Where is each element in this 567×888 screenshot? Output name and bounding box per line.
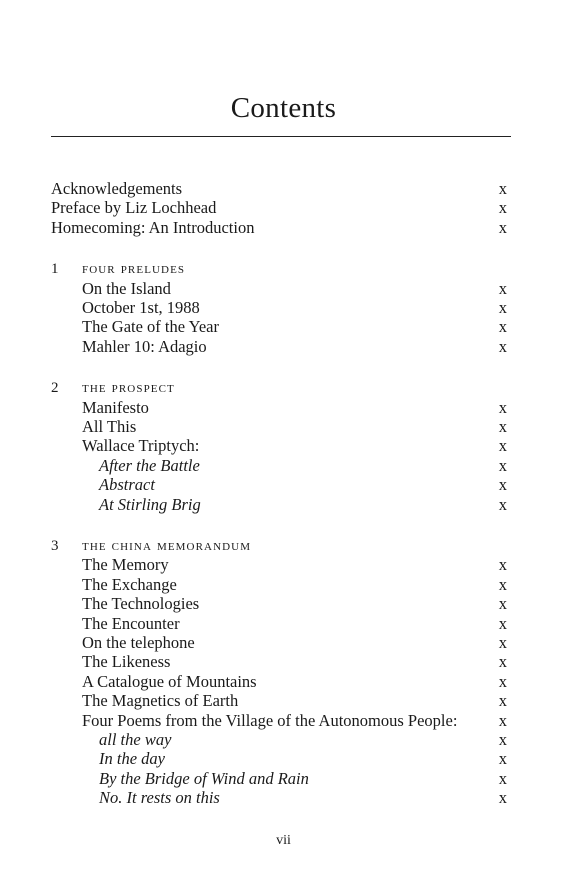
section-number: 3 — [51, 538, 59, 554]
toc-entry-title: Four Poems from the Village of the Autonomous People: — [82, 710, 458, 730]
toc-entry — [0, 179, 567, 199]
toc-entry — [0, 218, 567, 238]
toc-entry-page: x — [498, 633, 507, 652]
section-number: 1 — [51, 261, 59, 278]
toc-entry-title: On the telephone — [82, 633, 195, 652]
toc-entry — [0, 788, 567, 808]
toc-entry-title: No. It rests on this — [99, 788, 220, 808]
toc-entry — [0, 337, 567, 357]
toc-entry — [0, 633, 567, 653]
toc-entry-page: x — [498, 298, 507, 317]
toc-entry — [0, 436, 567, 456]
section-title: the china memorandum — [82, 537, 252, 554]
toc-entry — [0, 652, 567, 672]
section-title: four preludes — [82, 260, 186, 278]
toc-entry-page: x — [498, 336, 507, 356]
toc-section-heading — [0, 259, 567, 279]
toc-entry-title: all the way — [99, 730, 172, 749]
toc-entry — [0, 749, 567, 769]
toc-entry-title: Homecoming: An Introduction — [51, 217, 255, 237]
toc-entry — [0, 495, 567, 515]
toc-entry-title: October 1st, 1988 — [82, 298, 200, 317]
toc-entry-title: The Magnetics of Earth — [82, 691, 239, 711]
toc-entry-title: Preface by Liz Lochhead — [51, 198, 217, 218]
toc-entry-page: x — [498, 217, 507, 237]
toc-entry-page: x — [498, 749, 507, 769]
toc-entry-title: After the Battle — [99, 455, 200, 475]
toc-entry-page: x — [498, 494, 507, 514]
toc-entry-title: The Exchange — [82, 574, 177, 594]
toc-entry-title: Manifesto — [82, 397, 149, 417]
toc-entry — [0, 594, 567, 614]
toc-entry-page: x — [498, 710, 507, 730]
toc-entry-page: x — [498, 691, 507, 711]
toc-entry — [0, 691, 567, 711]
toc-entry-page: x — [498, 317, 507, 337]
toc-section-heading — [0, 378, 567, 398]
toc-entry-page: x — [498, 436, 507, 456]
toc-entry-page: x — [498, 417, 507, 436]
toc-entry-page: x — [498, 397, 507, 417]
toc-entry-title: A Catalogue of Mountains — [82, 671, 257, 691]
toc-entry-title: Acknowledgements — [51, 179, 183, 198]
toc-entry-title: Wallace Triptych: — [82, 436, 200, 456]
toc-entry — [0, 475, 567, 495]
title-rule — [51, 136, 511, 137]
toc-entry-title: At Stirling Brig — [99, 494, 201, 514]
toc-entry-title: All This — [82, 417, 137, 436]
toc-entry-title: Abstract — [99, 475, 155, 495]
toc-section-heading — [0, 536, 567, 556]
toc-entry-title: The Memory — [82, 555, 169, 575]
toc-entry-page: x — [498, 179, 507, 198]
toc-entry — [0, 730, 567, 750]
toc-entry-page: x — [498, 475, 507, 495]
toc-entry-page: x — [498, 555, 507, 575]
toc-entry-title: In the day — [99, 749, 165, 769]
section-title: the prospect — [82, 379, 175, 397]
toc-entry-page: x — [498, 671, 507, 691]
section-number: 2 — [51, 380, 59, 397]
toc-entry-page: x — [498, 652, 507, 672]
page-folio: vii — [276, 833, 291, 848]
toc-entry-page: x — [498, 594, 507, 614]
toc-entry-page: x — [498, 574, 507, 594]
toc-entry — [0, 279, 567, 299]
toc-entry-title: The Encounter — [82, 613, 180, 633]
toc-entry — [0, 398, 567, 418]
toc-entry — [0, 555, 567, 575]
toc-entry-page: x — [498, 730, 507, 749]
toc-entry — [0, 575, 567, 595]
page-title: Contents — [230, 92, 337, 124]
toc-entry-title: The Technologies — [82, 594, 200, 614]
toc-entry — [0, 198, 567, 218]
toc-entry-page: x — [498, 455, 507, 475]
toc-entry-title: On the Island — [82, 278, 171, 298]
toc-entry — [0, 456, 567, 476]
toc-entry — [0, 614, 567, 634]
toc-entry-title: Mahler 10: Adagio — [82, 336, 207, 356]
toc-entry-page: x — [498, 198, 507, 218]
toc-entry — [0, 298, 567, 318]
toc-entry-title: The Gate of the Year — [82, 317, 219, 337]
toc-entry — [0, 711, 567, 731]
toc-entry-title: The Likeness — [82, 652, 171, 672]
toc-entry-page: x — [498, 613, 507, 633]
toc-entry — [0, 769, 567, 789]
toc-entry — [0, 672, 567, 692]
toc-entry-page: x — [498, 788, 507, 808]
toc-entry — [0, 417, 567, 437]
toc-entry-title: By the Bridge of Wind and Rain — [99, 768, 309, 788]
toc-entry — [0, 317, 567, 337]
toc-entry-page: x — [498, 278, 507, 298]
toc-entry-page: x — [498, 768, 507, 788]
